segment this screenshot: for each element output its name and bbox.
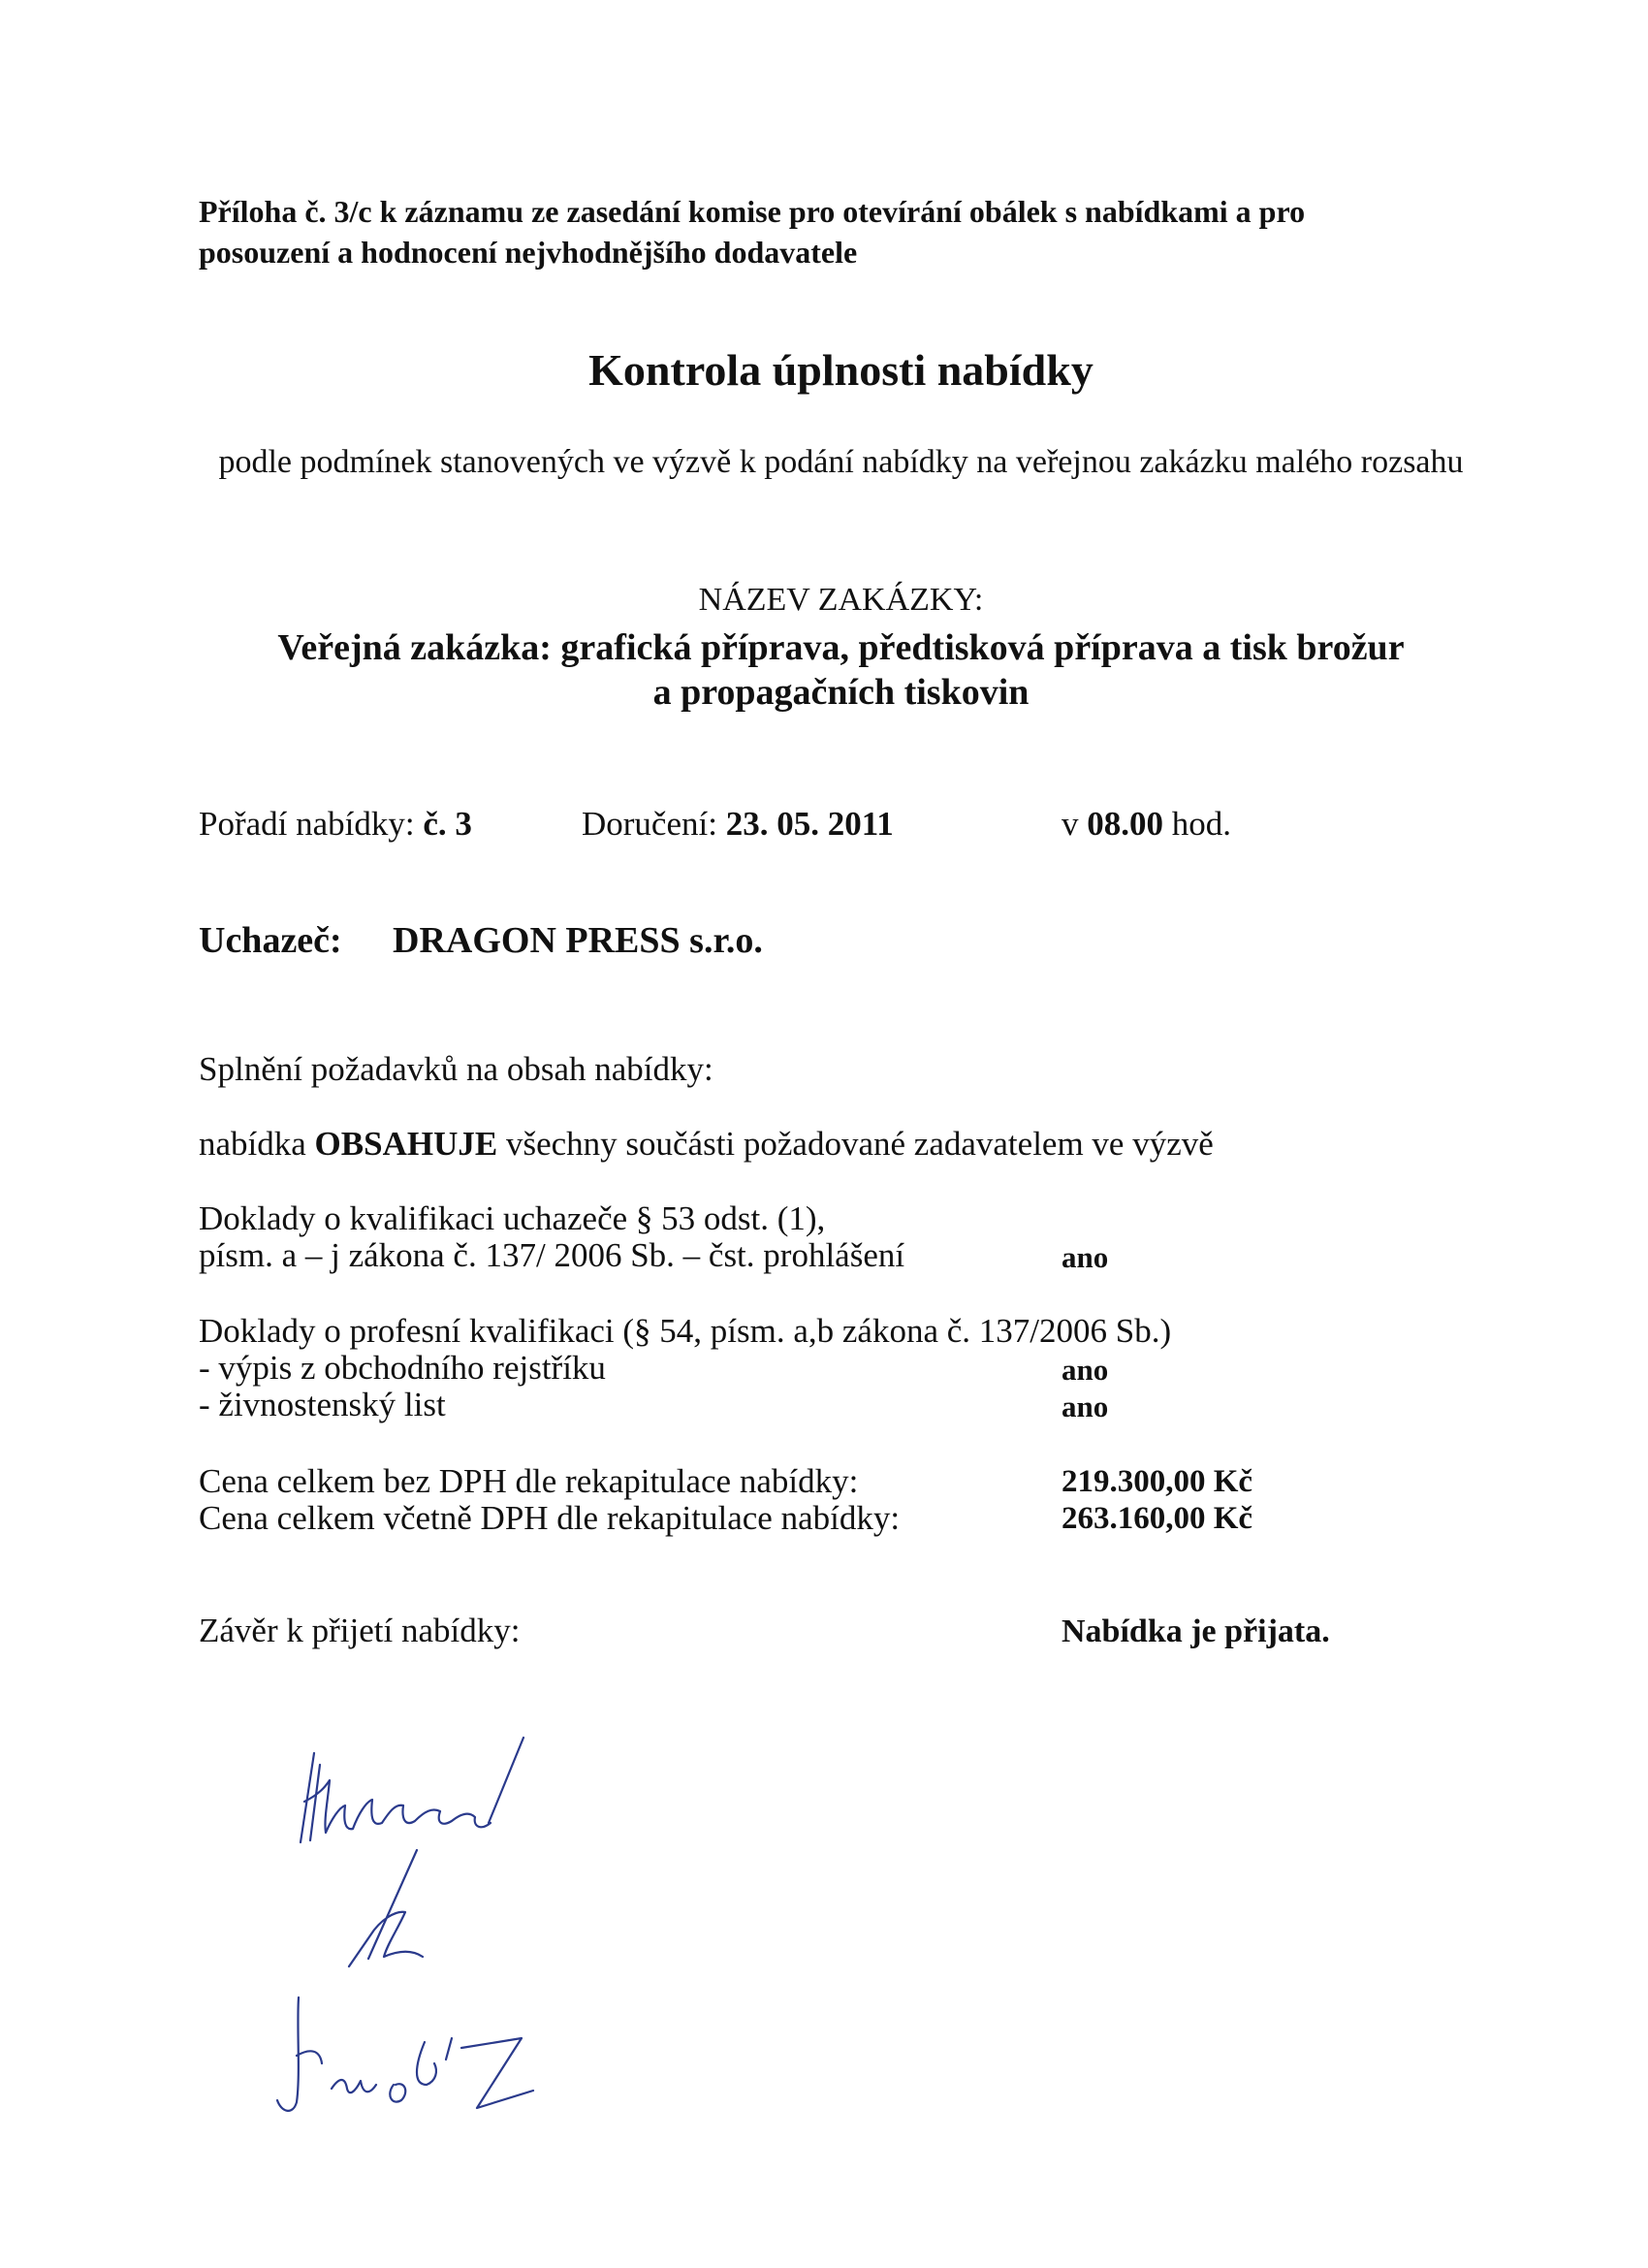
contents-emphasis: OBSAHUJE <box>314 1125 498 1163</box>
offer-order-label: Pořadí nabídky: <box>199 805 415 843</box>
offer-time <box>1062 805 1231 844</box>
qualification-line-1: Doklady o kvalifikaci uchazeče § 53 odst. (1), <box>199 1199 826 1237</box>
offer-order <box>199 805 472 844</box>
offer-delivery-label: Doručení: <box>582 805 717 843</box>
price-value: 263.160,00 Kč <box>1062 1501 1253 1536</box>
offer-time-suffix: hod. <box>1171 805 1231 843</box>
professional-item-value: ano <box>1062 1353 1109 1387</box>
conclusion-value: Nabídka je přijata. <box>1062 1613 1330 1649</box>
signature-1 <box>281 1726 533 1852</box>
offer-delivery <box>582 805 894 844</box>
signature-3 <box>271 1988 543 2124</box>
price-label: Cena celkem včetně DPH dle rekapitulace nabídky: <box>199 1499 901 1537</box>
price-value: 219.300,00 Kč <box>1062 1464 1253 1499</box>
annex-line-2: posouzení a hodnocení nejvhodnějšího dodavatele <box>199 235 858 270</box>
contents-suffix: všechny součásti požadované zadavatelem ve výzvě <box>505 1125 1214 1163</box>
contract-name-line-1: Veřejná zakázka: grafická příprava, předtisková příprava a tisk brožur <box>277 627 1405 668</box>
conclusion-label: Závěr k přijetí nabídky: <box>199 1612 521 1649</box>
qualification-value: ano <box>1062 1240 1109 1274</box>
signature-2 <box>310 1842 465 1978</box>
offer-time-value: 08.00 <box>1087 805 1163 843</box>
annex-line-1: Příloha č. 3/c k záznamu ze zasedání komise pro otevírání obálek s nabídkami a pro <box>199 194 1306 229</box>
contents-statement <box>199 1125 1214 1164</box>
document-title: Kontrola úplnosti nabídky <box>588 345 1093 395</box>
contents-prefix: nabídka <box>199 1125 306 1163</box>
contract-name-line-2: a propagačních tiskovin <box>652 672 1030 713</box>
offer-time-prefix: v <box>1062 805 1079 843</box>
qualification-line-2: písm. a – j zákona č. 137/ 2006 Sb. – čst. prohlášení <box>199 1236 905 1274</box>
offer-order-value: č. 3 <box>423 805 472 843</box>
requirements-heading: Splnění požadavků na obsah nabídky: <box>199 1050 713 1088</box>
annex-header <box>199 191 1305 272</box>
offer-delivery-date: 23. 05. 2011 <box>725 805 894 843</box>
bidder-label: Uchazeč: <box>199 920 342 961</box>
price-label: Cena celkem bez DPH dle rekapitulace nabídky: <box>199 1462 859 1500</box>
professional-item-label: - výpis z obchodního rejstříku <box>199 1349 606 1387</box>
contract-heading: NÁZEV ZAKÁZKY: <box>698 582 984 618</box>
professional-item-label: - živnostenský list <box>199 1386 446 1423</box>
professional-heading: Doklady o profesní kvalifikaci (§ 54, písm. a,b zákona č. 137/2006 Sb.) <box>199 1312 1172 1350</box>
professional-item-value: ano <box>1062 1390 1109 1423</box>
document-subtitle: podle podmínek stanovených ve výzvě k podání nabídky na veřejnou zakázku malého rozsahu <box>218 444 1464 480</box>
contract-name <box>0 625 1648 715</box>
bidder-name: DRAGON PRESS s.r.o. <box>393 920 763 961</box>
